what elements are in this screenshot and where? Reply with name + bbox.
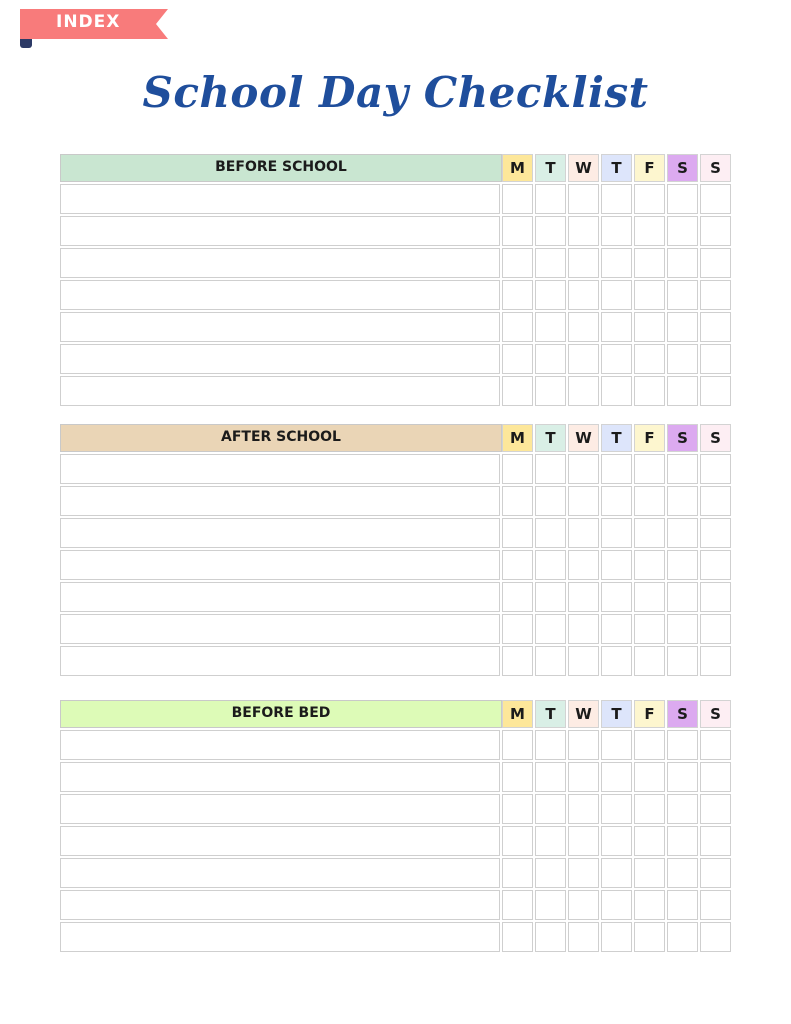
task-field[interactable] <box>60 646 500 676</box>
section-after-school <box>60 424 732 676</box>
task-field[interactable] <box>60 582 500 612</box>
day-checkbox[interactable] <box>502 858 533 888</box>
task-field[interactable] <box>60 826 500 856</box>
day-checkbox[interactable] <box>601 280 632 310</box>
day-checkbox[interactable] <box>535 280 566 310</box>
day-header: T <box>601 154 632 182</box>
day-checkbox[interactable] <box>634 762 665 792</box>
day-checkbox[interactable] <box>667 344 698 374</box>
day-checkbox[interactable] <box>700 518 731 548</box>
day-checkbox[interactable] <box>634 794 665 824</box>
day-checkbox[interactable] <box>700 454 731 484</box>
checklist-row <box>60 452 732 484</box>
day-checkbox[interactable] <box>700 486 731 516</box>
day-checkbox[interactable] <box>568 890 599 920</box>
day-checkbox[interactable] <box>601 184 632 214</box>
day-checkbox[interactable] <box>667 762 698 792</box>
day-checkbox[interactable] <box>634 614 665 644</box>
day-checkbox[interactable] <box>634 550 665 580</box>
day-checkbox[interactable] <box>601 486 632 516</box>
day-checkbox[interactable] <box>601 762 632 792</box>
day-checkbox[interactable] <box>568 730 599 760</box>
day-checkbox[interactable] <box>601 216 632 246</box>
day-checkbox[interactable] <box>634 646 665 676</box>
page-title: School Day Checklist <box>142 68 649 117</box>
checklist-row <box>60 342 732 374</box>
day-checkbox[interactable] <box>601 376 632 406</box>
day-checkbox[interactable] <box>667 646 698 676</box>
day-checkbox[interactable] <box>535 312 566 342</box>
day-checkbox[interactable] <box>535 922 566 952</box>
checklist-row <box>60 516 732 548</box>
day-checkbox[interactable] <box>535 646 566 676</box>
task-field[interactable] <box>60 216 500 246</box>
day-checkbox[interactable] <box>568 376 599 406</box>
day-checkbox[interactable] <box>667 376 698 406</box>
task-field[interactable] <box>60 312 500 342</box>
day-checkbox[interactable] <box>568 922 599 952</box>
day-checkbox[interactable] <box>502 312 533 342</box>
day-checkbox[interactable] <box>568 486 599 516</box>
day-checkbox[interactable] <box>502 794 533 824</box>
day-header: W <box>568 700 599 728</box>
day-checkbox[interactable] <box>634 454 665 484</box>
day-checkbox[interactable] <box>667 826 698 856</box>
day-header: M <box>502 700 533 728</box>
day-checkbox[interactable] <box>667 858 698 888</box>
day-checkbox[interactable] <box>535 730 566 760</box>
day-checkbox[interactable] <box>535 248 566 278</box>
day-checkbox[interactable] <box>634 216 665 246</box>
checklist-row <box>60 214 732 246</box>
day-checkbox[interactable] <box>502 454 533 484</box>
checklist-row <box>60 824 732 856</box>
day-checkbox[interactable] <box>634 826 665 856</box>
day-header: S <box>667 154 698 182</box>
day-checkbox[interactable] <box>634 582 665 612</box>
checklist-row <box>60 856 732 888</box>
checklist-row <box>60 182 732 214</box>
section-title: BEFORE SCHOOL <box>60 154 502 182</box>
checklist-row <box>60 728 732 760</box>
task-field[interactable] <box>60 454 500 484</box>
day-checkbox[interactable] <box>502 646 533 676</box>
day-checkbox[interactable] <box>568 454 599 484</box>
day-checkbox[interactable] <box>535 794 566 824</box>
day-header: S <box>700 700 731 728</box>
day-checkbox[interactable] <box>568 344 599 374</box>
day-checkbox[interactable] <box>535 890 566 920</box>
section-title: AFTER SCHOOL <box>60 424 502 452</box>
day-checkbox[interactable] <box>700 582 731 612</box>
day-checkbox[interactable] <box>700 730 731 760</box>
day-checkbox[interactable] <box>667 890 698 920</box>
day-checkbox[interactable] <box>535 614 566 644</box>
day-checkbox[interactable] <box>634 280 665 310</box>
day-header: M <box>502 154 533 182</box>
day-checkbox[interactable] <box>502 280 533 310</box>
checklist-row <box>60 580 732 612</box>
day-header: F <box>634 700 665 728</box>
section-before-school <box>60 154 732 406</box>
index-label: INDEX <box>56 12 121 32</box>
day-checkbox[interactable] <box>535 184 566 214</box>
task-field[interactable] <box>60 184 500 214</box>
day-checkbox[interactable] <box>667 216 698 246</box>
day-checkbox[interactable] <box>700 376 731 406</box>
task-field[interactable] <box>60 614 500 644</box>
day-checkbox[interactable] <box>535 826 566 856</box>
checklist-row <box>60 310 732 342</box>
day-checkbox[interactable] <box>700 248 731 278</box>
day-checkbox[interactable] <box>700 280 731 310</box>
task-field[interactable] <box>60 248 500 278</box>
day-checkbox[interactable] <box>667 312 698 342</box>
day-checkbox[interactable] <box>667 550 698 580</box>
day-checkbox[interactable] <box>502 922 533 952</box>
day-checkbox[interactable] <box>634 344 665 374</box>
task-field[interactable] <box>60 376 500 406</box>
day-checkbox[interactable] <box>601 922 632 952</box>
day-checkbox[interactable] <box>601 248 632 278</box>
day-checkbox[interactable] <box>535 344 566 374</box>
day-checkbox[interactable] <box>535 518 566 548</box>
task-field[interactable] <box>60 550 500 580</box>
day-checkbox[interactable] <box>667 280 698 310</box>
day-checkbox[interactable] <box>601 550 632 580</box>
day-checkbox[interactable] <box>535 762 566 792</box>
day-checkbox[interactable] <box>502 184 533 214</box>
day-header: F <box>634 424 665 452</box>
day-checkbox[interactable] <box>700 890 731 920</box>
day-checkbox[interactable] <box>667 454 698 484</box>
day-checkbox[interactable] <box>568 280 599 310</box>
day-checkbox[interactable] <box>700 614 731 644</box>
day-checkbox[interactable] <box>502 730 533 760</box>
day-checkbox[interactable] <box>667 730 698 760</box>
day-checkbox[interactable] <box>700 646 731 676</box>
day-checkbox[interactable] <box>535 376 566 406</box>
day-header: T <box>601 700 632 728</box>
day-checkbox[interactable] <box>601 794 632 824</box>
day-checkbox[interactable] <box>634 486 665 516</box>
day-checkbox[interactable] <box>568 826 599 856</box>
day-header: M <box>502 424 533 452</box>
checklist-row <box>60 612 732 644</box>
section-header <box>60 154 732 182</box>
day-checkbox[interactable] <box>601 646 632 676</box>
day-checkbox[interactable] <box>634 858 665 888</box>
day-header: W <box>568 154 599 182</box>
day-checkbox[interactable] <box>667 486 698 516</box>
day-checkbox[interactable] <box>634 922 665 952</box>
day-header: T <box>535 700 566 728</box>
day-checkbox[interactable] <box>700 344 731 374</box>
task-field[interactable] <box>60 344 500 374</box>
task-field[interactable] <box>60 858 500 888</box>
day-checkbox[interactable] <box>667 922 698 952</box>
day-checkbox[interactable] <box>700 184 731 214</box>
day-checkbox[interactable] <box>568 312 599 342</box>
day-checkbox[interactable] <box>700 826 731 856</box>
checklist-row <box>60 760 732 792</box>
section-before-bed <box>60 700 732 952</box>
day-checkbox[interactable] <box>700 858 731 888</box>
task-field[interactable] <box>60 730 500 760</box>
day-checkbox[interactable] <box>502 344 533 374</box>
checklist-row <box>60 920 732 952</box>
section-header <box>60 700 732 728</box>
day-checkbox[interactable] <box>667 794 698 824</box>
day-checkbox[interactable] <box>700 312 731 342</box>
day-checkbox[interactable] <box>601 614 632 644</box>
checklist-row <box>60 644 732 676</box>
day-header: S <box>700 424 731 452</box>
day-checkbox[interactable] <box>502 550 533 580</box>
day-checkbox[interactable] <box>601 582 632 612</box>
checklist-row <box>60 278 732 310</box>
checklist-row <box>60 246 732 278</box>
day-checkbox[interactable] <box>601 826 632 856</box>
checklist-row <box>60 374 732 406</box>
index-tab[interactable] <box>20 9 168 49</box>
day-checkbox[interactable] <box>601 454 632 484</box>
day-checkbox[interactable] <box>568 614 599 644</box>
day-checkbox[interactable] <box>535 550 566 580</box>
day-checkbox[interactable] <box>634 890 665 920</box>
day-checkbox[interactable] <box>601 312 632 342</box>
day-checkbox[interactable] <box>535 454 566 484</box>
day-checkbox[interactable] <box>634 730 665 760</box>
day-checkbox[interactable] <box>568 794 599 824</box>
day-checkbox[interactable] <box>535 216 566 246</box>
day-checkbox[interactable] <box>502 486 533 516</box>
day-checkbox[interactable] <box>634 518 665 548</box>
day-checkbox[interactable] <box>502 518 533 548</box>
day-checkbox[interactable] <box>535 486 566 516</box>
checklist-row <box>60 888 732 920</box>
day-checkbox[interactable] <box>535 582 566 612</box>
day-checkbox[interactable] <box>667 518 698 548</box>
checklist-row <box>60 792 732 824</box>
day-checkbox[interactable] <box>667 248 698 278</box>
day-checkbox[interactable] <box>568 858 599 888</box>
day-header: S <box>700 154 731 182</box>
day-checkbox[interactable] <box>502 614 533 644</box>
day-checkbox[interactable] <box>601 858 632 888</box>
day-checkbox[interactable] <box>502 762 533 792</box>
day-checkbox[interactable] <box>502 216 533 246</box>
day-checkbox[interactable] <box>502 248 533 278</box>
day-checkbox[interactable] <box>634 248 665 278</box>
day-checkbox[interactable] <box>667 184 698 214</box>
day-checkbox[interactable] <box>568 550 599 580</box>
day-header: W <box>568 424 599 452</box>
day-checkbox[interactable] <box>601 518 632 548</box>
day-checkbox[interactable] <box>502 376 533 406</box>
day-checkbox[interactable] <box>568 762 599 792</box>
day-checkbox[interactable] <box>700 794 731 824</box>
task-field[interactable] <box>60 486 500 516</box>
day-header: T <box>535 424 566 452</box>
day-checkbox[interactable] <box>634 312 665 342</box>
day-checkbox[interactable] <box>568 248 599 278</box>
day-checkbox[interactable] <box>535 858 566 888</box>
day-checkbox[interactable] <box>502 582 533 612</box>
day-checkbox[interactable] <box>667 582 698 612</box>
task-field[interactable] <box>60 922 500 952</box>
day-checkbox[interactable] <box>568 646 599 676</box>
section-header <box>60 424 732 452</box>
day-checkbox[interactable] <box>700 762 731 792</box>
checklist-row <box>60 548 732 580</box>
checklist-row <box>60 484 732 516</box>
task-field[interactable] <box>60 518 500 548</box>
day-header: S <box>667 700 698 728</box>
task-field[interactable] <box>60 890 500 920</box>
day-checkbox[interactable] <box>568 216 599 246</box>
task-field[interactable] <box>60 280 500 310</box>
task-field[interactable] <box>60 794 500 824</box>
task-field[interactable] <box>60 762 500 792</box>
day-checkbox[interactable] <box>502 826 533 856</box>
day-checkbox[interactable] <box>502 890 533 920</box>
day-checkbox[interactable] <box>601 344 632 374</box>
day-checkbox[interactable] <box>601 730 632 760</box>
day-checkbox[interactable] <box>634 376 665 406</box>
section-title: BEFORE BED <box>60 700 502 728</box>
day-header: S <box>667 424 698 452</box>
day-checkbox[interactable] <box>667 614 698 644</box>
day-checkbox[interactable] <box>568 518 599 548</box>
day-checkbox[interactable] <box>700 216 731 246</box>
day-checkbox[interactable] <box>634 184 665 214</box>
day-checkbox[interactable] <box>568 184 599 214</box>
day-header: T <box>535 154 566 182</box>
day-checkbox[interactable] <box>568 582 599 612</box>
day-checkbox[interactable] <box>700 550 731 580</box>
day-header: T <box>601 424 632 452</box>
day-checkbox[interactable] <box>700 922 731 952</box>
day-checkbox[interactable] <box>601 890 632 920</box>
day-header: F <box>634 154 665 182</box>
